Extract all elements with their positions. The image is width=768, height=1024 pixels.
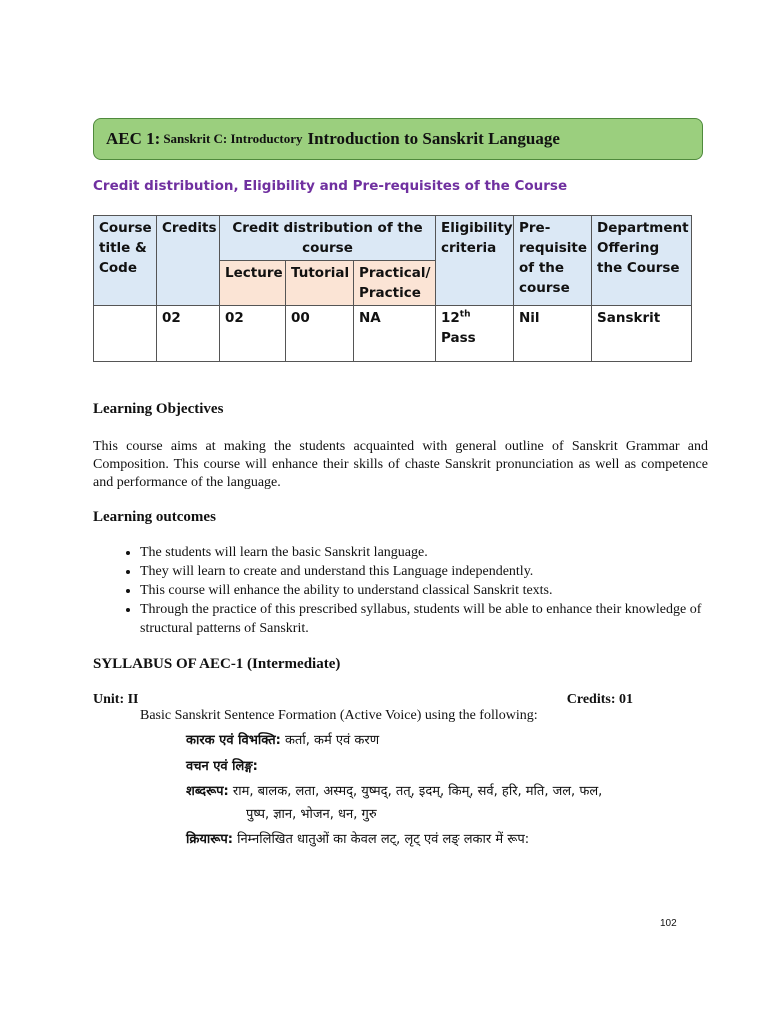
credit-table (93, 215, 692, 362)
list-item: • The students will learn the basic Sanskrit language. (140, 543, 740, 562)
header-eligibility: Eligibility criteria (436, 216, 514, 306)
unit-label: Unit: II (93, 692, 139, 707)
page-number: 102 (660, 918, 677, 929)
line-label: शब्दरूप: (186, 784, 229, 799)
learning-objectives-text: This course aims at making the students acquainted with general outline of Sanskrit Grammar and Composition. This course will enhance their skills of chaste Sanskrit pronunciation as well as competence and performance of the language. (93, 439, 708, 490)
subheader-practical: Practical/ Practice (354, 261, 436, 306)
header-course: Course title & Code (94, 216, 157, 306)
eligibility-superscript: th (459, 309, 471, 320)
header-department: Department Offering the Course (592, 216, 692, 306)
line-label: वचन एवं लिङ्ग: (186, 759, 258, 774)
syllabus-line-vachana (186, 756, 258, 774)
line-label: क्रियारूप: (186, 832, 233, 847)
line-label: कारक एवं विभक्ति: (186, 733, 281, 748)
eligibility-tail: Pass (441, 330, 476, 346)
list-item: • They will learn to create and understand this Language independently. (140, 562, 740, 581)
learning-objectives-heading: Learning Objectives (93, 401, 224, 417)
line-text: पुष्प, ज्ञान, भोजन, धन, गुरु (246, 807, 377, 822)
cell-tutorial: 00 (286, 306, 354, 362)
cell-eligibility (436, 306, 514, 362)
header-credit-distribution: Credit distribution of the course (220, 216, 436, 261)
subheader-tutorial: Tutorial (286, 261, 354, 306)
cell-prerequisite: Nil (514, 306, 592, 362)
syllabus-heading: SYLLABUS OF AEC-1 (Intermediate) (93, 656, 341, 672)
cell-lecture: 02 (220, 306, 286, 362)
course-subtitle: Sanskrit C: Introductory (163, 131, 303, 146)
syllabus-line-karaka (186, 730, 379, 748)
eligibility-number: 12 (441, 310, 460, 326)
syllabus-intro: Basic Sanskrit Sentence Formation (Active Voice) using the following: (140, 708, 538, 723)
course-title-banner (93, 118, 703, 160)
cell-credits: 02 (157, 306, 220, 362)
subheader-lecture: Lecture (220, 261, 286, 306)
list-item: • This course will enhance the ability to understand classical Sanskrit texts. (140, 581, 740, 600)
header-credits: Credits (157, 216, 220, 306)
learning-outcomes-list (93, 543, 740, 638)
cell-course (94, 306, 157, 362)
list-item: • Through the practice of this prescribed syllabus, students will be able to enhance their knowledge of structural patterns of Sanskrit. (140, 600, 740, 638)
line-text: निम्नलिखित धातुओं का केवल लट्, लृट् एवं लङ् लकार में रूप: (232, 832, 530, 847)
header-prerequisite: Pre-requisite of the course (514, 216, 592, 306)
credit-distribution-heading: Credit distribution, Eligibility and Pre-requisites of the Course (93, 178, 568, 194)
syllabus-line-shabdarupa (186, 781, 602, 799)
unit-row (93, 692, 633, 708)
line-text: राम, बालक, लता, अस्मद्, युष्मद्, तत्, इदम्, किम्, सर्व, हरि, मति, जल, फल, (228, 784, 603, 799)
syllabus-line-shabdarupa-cont (246, 804, 377, 822)
cell-department: Sanskrit (592, 306, 692, 362)
learning-outcomes-heading: Learning outcomes (93, 509, 216, 525)
unit-credits: Credits: 01 (566, 692, 633, 707)
course-code: AEC 1: (106, 129, 161, 148)
course-title: Introduction to Sanskrit Language (307, 129, 560, 148)
syllabus-line-kriyarupa (186, 829, 529, 847)
cell-practical: NA (354, 306, 436, 362)
line-text: कर्ता, कर्म एवं करण (280, 733, 380, 748)
